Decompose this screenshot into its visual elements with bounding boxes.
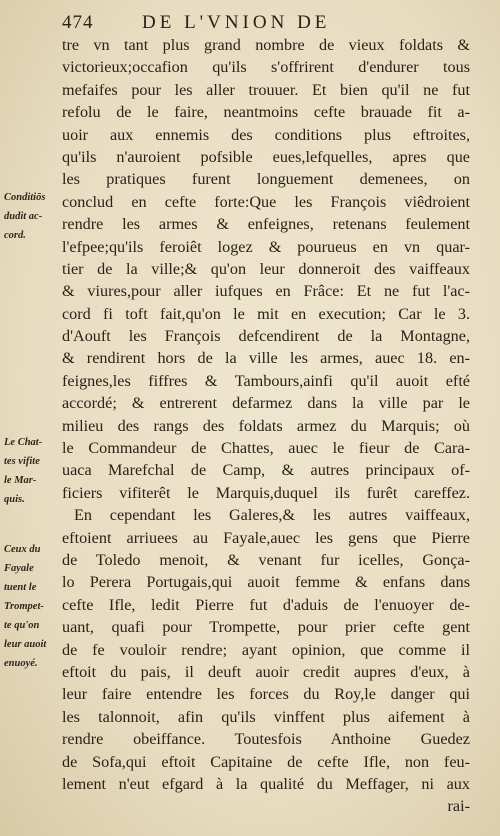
text-line: l'efpee;qu'ils feroiêt logez & pourueus en vn quar- — [62, 237, 470, 256]
text-line: ficiers vifiterêt le Marquis,duquel ils furêt careffez. — [62, 483, 470, 502]
text-line: les talonnoit, afin qu'ils vinffent plus aifement à — [62, 707, 470, 726]
text-line: conclud en cefte forte:Que les François viêdroient — [62, 192, 470, 211]
margin-note-line: tes vifite — [4, 456, 40, 467]
text-line: refolu de le faire, neantmoins cefte brauade fit a- — [62, 103, 470, 122]
margin-note-line: le Mar- — [4, 475, 37, 486]
text-line: les pratiques furent longuement demenees, on — [62, 170, 470, 189]
text-line: le Commandeur de Chattes, auec le fieur de Cara- — [62, 439, 470, 458]
text-line: eftoient arriuees au Fayale,auec les gens que Pierre — [62, 528, 470, 547]
text-line: accordé; & entrerent defarmez dans la ville par le — [62, 394, 470, 413]
margin-note-line: enuoyé. — [4, 658, 38, 669]
text-line: lo Perera Portugais,qui auoit femme & enfans dans — [62, 573, 470, 592]
text-line: qu'ils n'auroient pofsible eues,lefquelles, apres que — [62, 147, 470, 166]
text-line: lement n'eut efgard à la qualité du Meffager, ni aux — [62, 774, 470, 793]
margin-note-fayale — [4, 540, 60, 673]
text-line: feignes,les fiffres & Tambours,ainfi qu'il auoit efté — [62, 371, 470, 390]
text-line: cefte Ifle, ledit Pierre fut d'aduis de l'enuoyer de- — [62, 595, 470, 614]
text-line: uaca Marefchal de Camp, & autres principaux of- — [62, 461, 470, 480]
page-number: 474 — [62, 12, 94, 33]
catchword: rai- — [447, 797, 470, 816]
text-line: milieu des rangs des foldats armez du Marquis; où — [62, 416, 470, 435]
margin-note-chattes — [4, 433, 60, 509]
margin-note-line: te qu'on — [4, 620, 40, 631]
text-line: de fe vouloir rendre; ayant opinion, que comme il — [62, 640, 470, 659]
margin-note-line: leur auoit — [4, 639, 47, 650]
margin-note-line: tuent le — [4, 582, 37, 593]
margin-note-line: Conditiōs — [4, 192, 46, 203]
text-line: uoir aux ennemis des conditions plus eftroites, — [62, 125, 470, 144]
text-line: tre vn tant plus grand nombre de vieux foldats & — [62, 36, 470, 54]
margin-note-line: Trompet- — [4, 601, 44, 612]
body-text — [62, 34, 470, 818]
text-line: victorieux;occafion qu'ils s'offrirent d'endurer tous — [62, 58, 470, 77]
text-line: En cependant les Galeres,& les autres vaiffeaux, — [74, 506, 470, 525]
text-line: d'Aouft les François defcendirent de la Montagne, — [62, 327, 470, 346]
text-line: rendre obeiffance. Toutesfois Anthoine Guedez — [62, 730, 470, 749]
margin-note-line: cord. — [4, 230, 26, 241]
text-line: rendre les armes & enfeignes, retenans feulement — [62, 215, 470, 234]
margin-note-line: quis. — [4, 494, 25, 505]
text-line: & rendirent hors de la ville les armes, auec 18. en- — [62, 349, 470, 368]
text-line: & viures,pour aller iufques en Frâce: Et ne fut l'ac- — [62, 282, 470, 301]
text-line: tier de la ville;& qu'on leur donneroit des vaiffeaux — [62, 259, 470, 278]
text-line: eftoit du pais, il deuft auoir credit aupres d'eux, à — [62, 662, 470, 681]
margin-note-line: Ceux du — [4, 544, 41, 555]
text-line: de Sofa,qui eftoit Capitaine de cefte Ifle, non feu- — [62, 752, 470, 771]
margin-note-line: Fayale — [4, 563, 34, 574]
text-line: uant, quafi pour Trompette, pour prier cefte gent — [62, 618, 470, 637]
text-line: cord fi toft fait,qu'on le mit en execution; Car le 3. — [62, 304, 470, 323]
text-line: de Toledo menoit, & venant fur icelles, Gonça- — [62, 550, 470, 569]
margin-note-line: dudit ac- — [4, 211, 43, 222]
margin-note-conditions — [4, 188, 60, 245]
text-line: leur faire entendre les forces du Roy,le danger qui — [62, 685, 470, 704]
running-title: DE L'VNION DE — [142, 12, 331, 33]
text-line: mefaifes pour les aller trouuer. Et bien qu'il ne fut — [62, 80, 470, 99]
margin-note-line: Le Chat- — [4, 437, 43, 448]
